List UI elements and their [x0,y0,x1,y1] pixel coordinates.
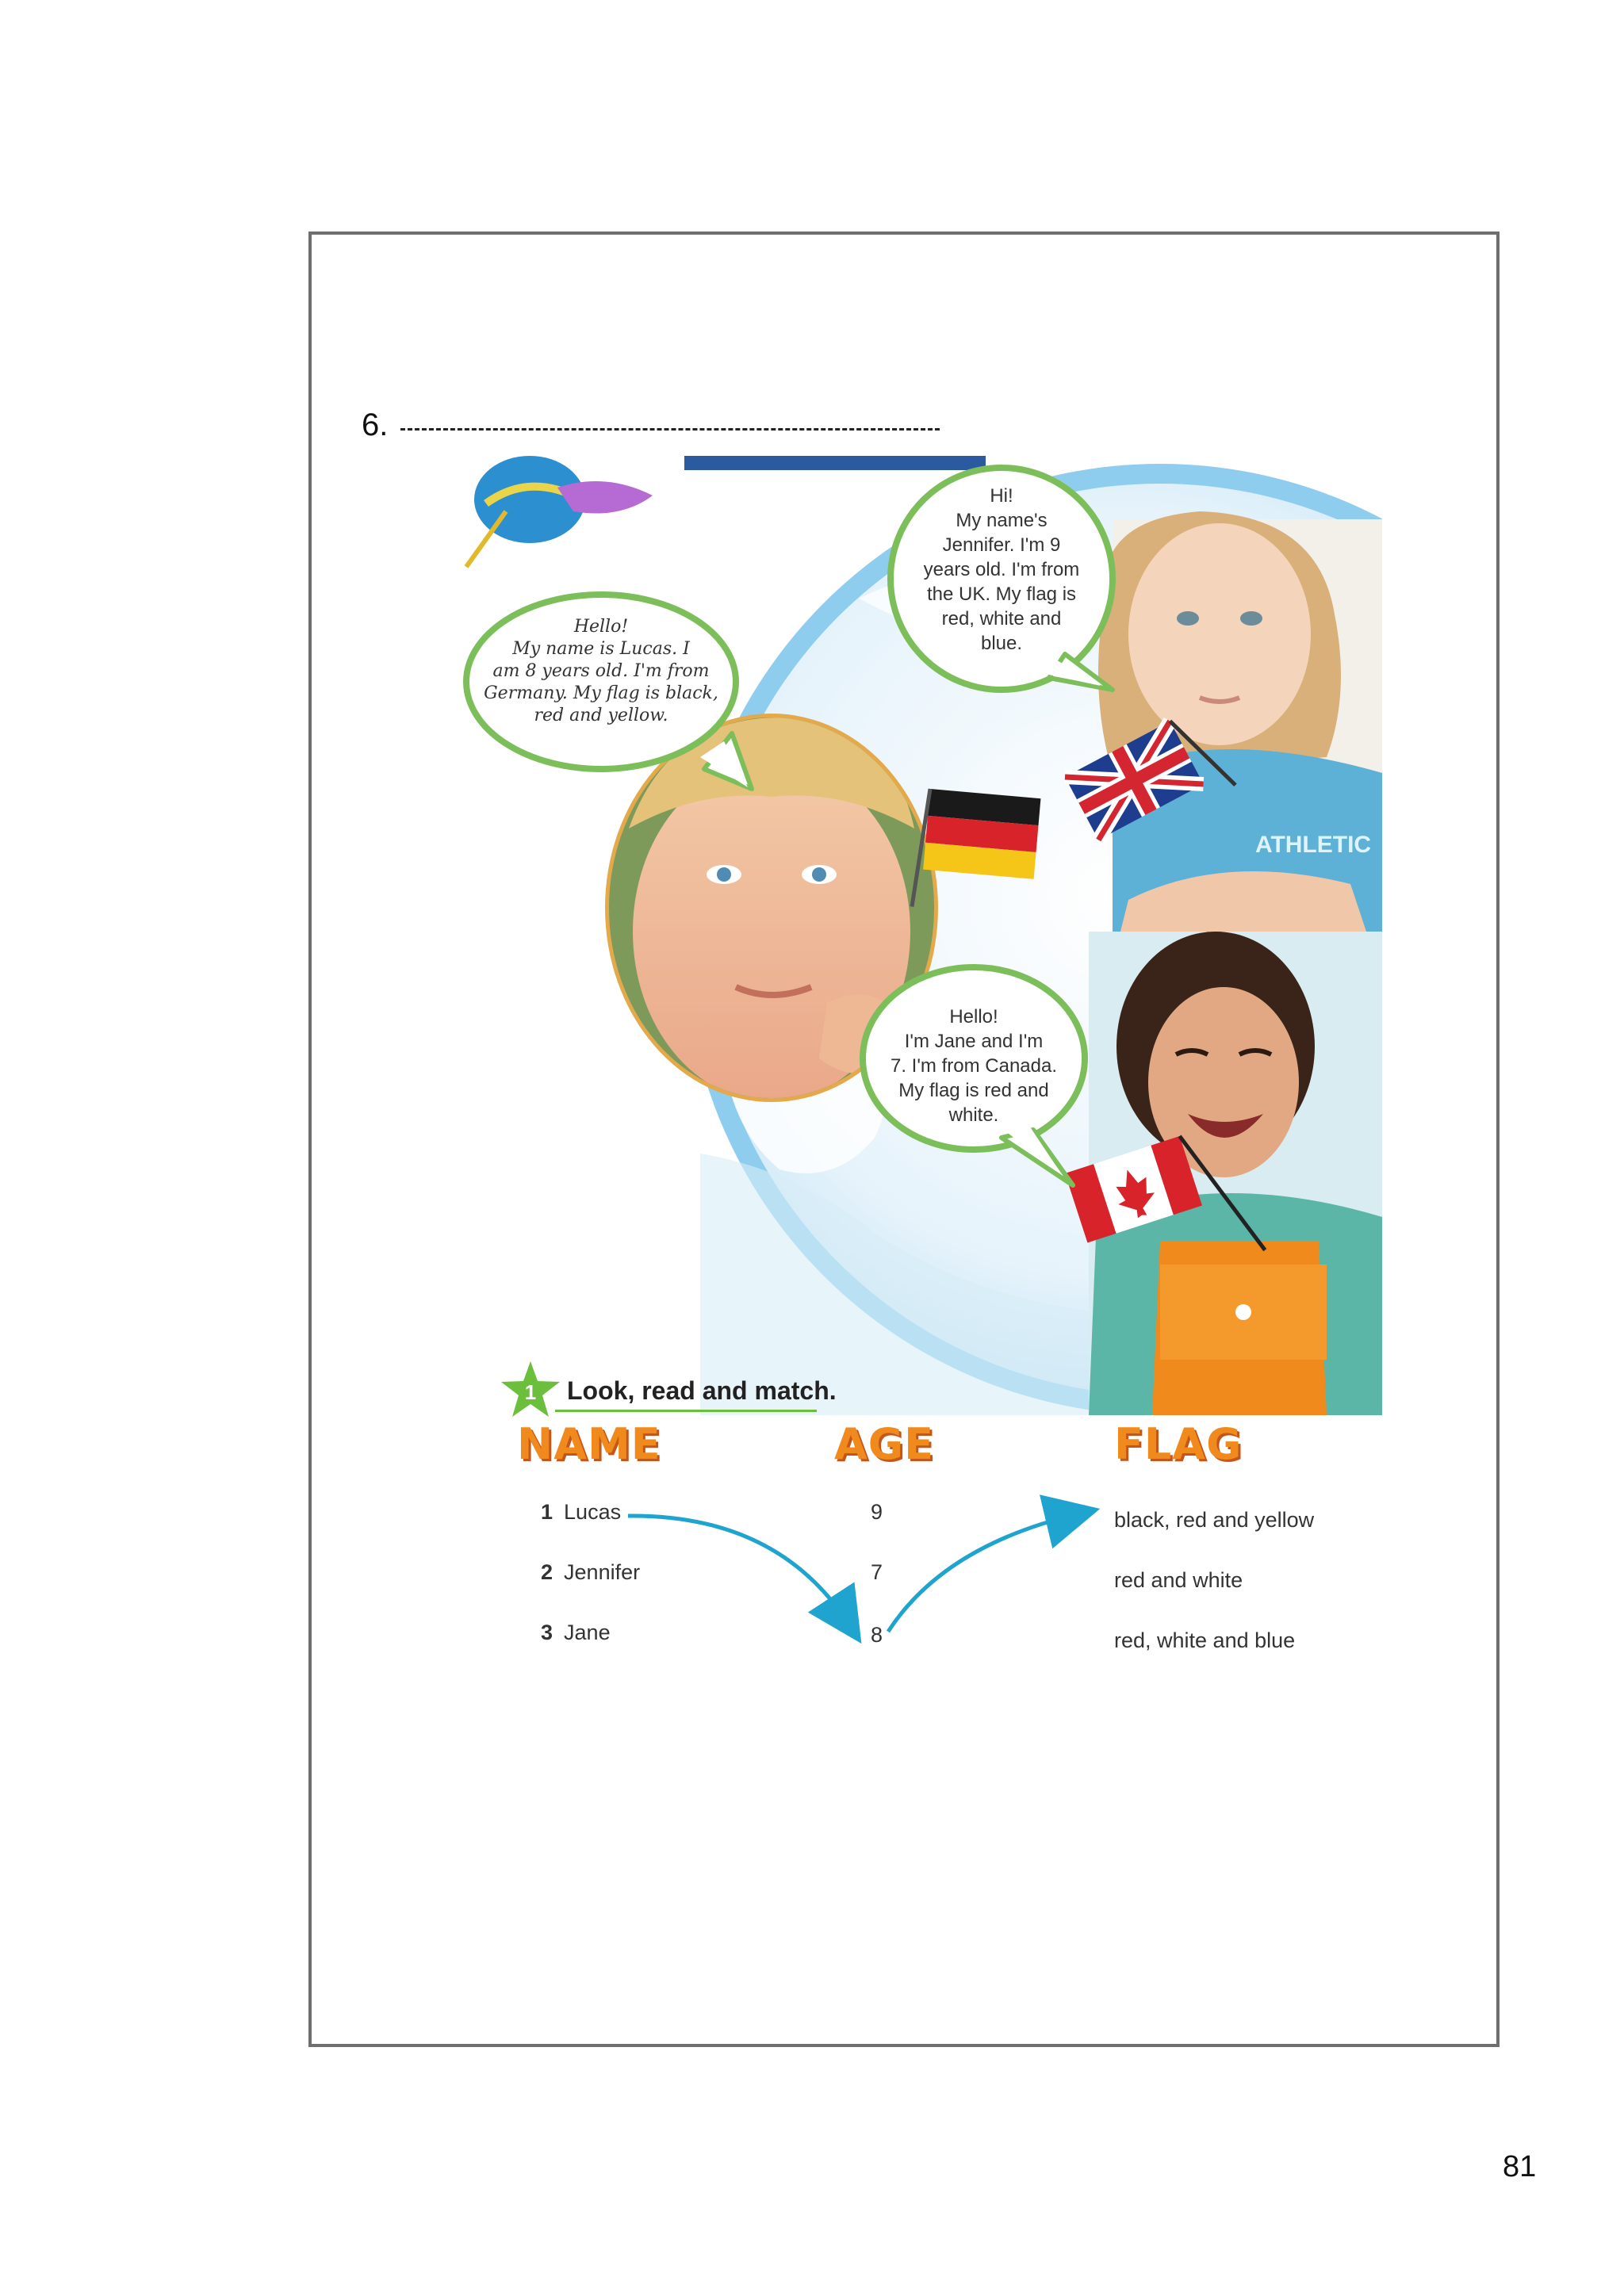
textbook-illustration [462,456,1382,1415]
name-row-1 [541,1500,621,1525]
name-label: Lucas [564,1500,622,1524]
speech-line: years old. I'm from [923,559,1080,580]
name-label: Jennifer [564,1560,641,1584]
speech-line: Hi! [990,485,1013,507]
speech-line: Jennifer. I'm 9 [942,534,1061,556]
speech-line: Hello! [949,1006,998,1027]
activity-number: 1 [524,1380,537,1404]
name-column-header: NAME [517,1419,661,1469]
flag-option-3: red, white and blue [1114,1628,1296,1652]
row-number: 1 [541,1500,553,1524]
jennifer-photo [1098,511,1382,932]
page-number: 81 [1503,2150,1537,2183]
arrow-lucas-to-8 [628,1516,848,1624]
name-row-3 [541,1621,611,1645]
row-number: 3 [541,1621,553,1644]
speech-line: 7. I'm from Canada. [891,1055,1057,1077]
speech-line: Hello! [573,617,629,637]
speech-line: My flag is red and [898,1080,1049,1101]
speech-line: My name's [956,510,1048,531]
speech-line: blue. [980,633,1023,654]
speech-line: red, white and [941,608,1062,629]
match-arrows [619,1490,1110,1649]
arrow-8-to-flag [888,1514,1077,1632]
shirt-text: ATHLETIC [1255,832,1372,858]
flag-option-1: black, red and yellow [1114,1508,1315,1532]
lucas-speech [478,616,724,727]
activity-instruction: Look, read and match. [567,1376,837,1405]
age-option-2: 7 [871,1560,883,1584]
star-number-icon [500,1360,561,1420]
speech-line: white. [948,1104,999,1126]
jane-speech [879,1004,1069,1127]
jennifer-speech [902,484,1101,656]
speech-line: red and yellow. [534,706,668,725]
instruction-underline [555,1410,817,1412]
flag-option-2: red and white [1114,1568,1243,1592]
speech-line: I'm Jane and I'm [904,1031,1044,1052]
age-option-3: 8 [871,1623,883,1647]
question-number: 6. [362,408,389,442]
speech-line: the UK. My flag is [926,584,1077,605]
row-number: 2 [541,1560,553,1584]
age-option-1: 9 [871,1500,883,1524]
speech-line: Germany. My flag is black, [484,683,718,703]
answer-line [400,428,940,430]
age-column-header: AGE [834,1419,935,1469]
speech-line: am 8 years old. I'm from [492,661,710,681]
speech-line: My name is Lucas. I [512,639,690,659]
flag-column-header: FLAG [1114,1419,1243,1469]
name-label: Jane [564,1621,611,1644]
